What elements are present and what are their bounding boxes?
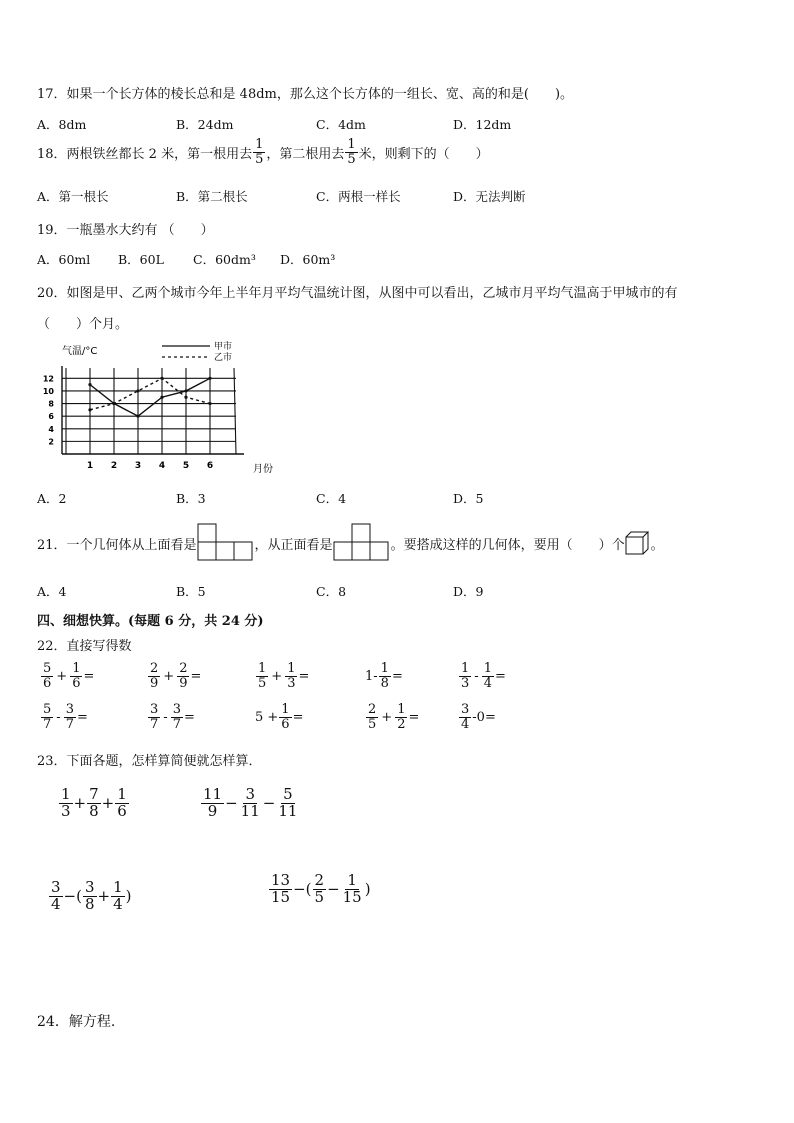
fraction: $\frac{13}{15}$ <box>271 871 291 906</box>
x-tick-label: 1 <box>86 461 94 471</box>
q24-title: 24．解方程. <box>37 1014 116 1030</box>
x-tick-label: 2 <box>110 461 118 471</box>
operator: - <box>474 668 479 684</box>
fraction: $\frac{3}{11}$ <box>240 785 260 820</box>
fraction: $\frac{11}{9}$ <box>203 785 223 820</box>
fraction: $\frac{7}{8}$ <box>89 785 99 820</box>
y-tick-label: 10 <box>42 386 54 396</box>
q20-option-c: C．4 <box>316 491 347 506</box>
q20-stem-line2: （ ）个月。 <box>37 317 129 332</box>
data-point <box>184 396 187 399</box>
fraction: $\frac{1}{6}$ <box>117 785 127 820</box>
data-point <box>160 396 163 399</box>
mental-math-item <box>458 703 496 731</box>
chart-y-ticks <box>43 374 55 446</box>
q21-option-c: C．8 <box>316 584 347 599</box>
q21-option-d: D．9 <box>453 584 484 599</box>
equals: = <box>292 709 304 725</box>
operator: ) <box>125 887 132 906</box>
fraction: $\frac{1}{15}$ <box>342 871 362 906</box>
q19-stem: 19．一瓶墨水大约有 （ ） <box>37 223 214 238</box>
section-4-title: 四、细想快算。(每题 6 分，共 24 分) <box>37 614 264 629</box>
top-view-figure <box>197 523 255 563</box>
q22-title: 22．直接写得数 <box>37 639 132 654</box>
y-tick-label: 8 <box>48 399 54 409</box>
fraction: $\frac{1}{6}$ <box>281 702 290 732</box>
fraction: $\frac{1}{6}$ <box>72 661 81 691</box>
q18-stem-a: 18．两根铁丝都长 2 米，第一根用去 <box>37 146 253 162</box>
legend-label: 乙市 <box>214 353 233 363</box>
y-tick-label: 12 <box>42 374 54 384</box>
data-point <box>136 389 139 392</box>
q18-option-a: A．第一根长 <box>37 189 109 204</box>
equals: = <box>76 709 88 725</box>
operator: −( <box>293 880 312 899</box>
equals: = <box>494 668 506 684</box>
series-line-0 <box>90 378 210 416</box>
q19-option-a: A．60ml <box>37 252 91 267</box>
chart-series <box>88 377 211 418</box>
fraction: $\frac{1}{8}$ <box>380 661 389 691</box>
fraction: $\frac{1}{3}$ <box>287 661 296 691</box>
q18-stem <box>37 138 489 166</box>
fraction: $\frac{3}{7}$ <box>172 702 181 732</box>
mental-math-item <box>255 703 303 731</box>
chart-y-axis-label: 气温/°C <box>62 346 98 357</box>
x-tick-label: 6 <box>206 461 214 471</box>
mental-math-item <box>458 662 506 690</box>
data-point <box>88 408 91 411</box>
operator: + <box>381 709 393 725</box>
chart-legend <box>162 340 232 363</box>
equals: = <box>391 668 403 684</box>
fraction: $\frac{5}{6}$ <box>43 661 52 691</box>
q18-option-b: B．第二根长 <box>176 189 248 204</box>
mental-math-item <box>365 703 419 731</box>
fraction: $\frac{1}{2}$ <box>397 702 406 732</box>
q21-stem-a: 21．一个几何体从上面看是 <box>37 537 197 553</box>
equals: -0= <box>472 709 496 725</box>
y-tick-label: 2 <box>48 437 54 447</box>
q20-stem-line1: 20．如图是甲、乙两个城市今年上半年月平均气温统计图，从图中可以看出，乙城市月平均气温高于甲城市的有 <box>37 286 678 301</box>
y-tick-label: 4 <box>48 424 54 434</box>
q20-option-d: D．5 <box>453 491 484 506</box>
chart-x-ticks <box>87 461 213 471</box>
fraction: $\frac{1}{3}$ <box>61 785 71 820</box>
q20-option-a: A．2 <box>37 491 67 506</box>
q17-option-d: D．12dm <box>453 117 512 132</box>
x-tick-label: 5 <box>182 461 190 471</box>
x-tick-label: 4 <box>158 461 166 471</box>
q19-option-b: B．60L <box>118 252 164 267</box>
equals: = <box>83 668 95 684</box>
operator: + <box>163 668 175 684</box>
fraction: $\frac{2}{5}$ <box>314 871 325 906</box>
data-point <box>208 402 211 405</box>
q19-option-d: D．60m³ <box>280 252 336 267</box>
q18-fraction-1: $\frac{1}{5}$ <box>255 137 264 167</box>
front-view-figure <box>333 523 391 563</box>
q18-option-c: C．两根一样长 <box>316 189 401 204</box>
q18-fraction-2: $\frac{1}{5}$ <box>347 137 356 167</box>
q17-option-c: C．4dm <box>316 117 366 132</box>
fraction: $\frac{3}{4}$ <box>461 702 470 732</box>
q23-expression-2 <box>200 787 300 820</box>
operator: − <box>262 794 276 813</box>
q21-stem-c: 。要搭成这样的几何体，要用（ ）个 <box>390 537 625 553</box>
fraction: $\frac{2}{5}$ <box>368 702 377 732</box>
q23-expression-4 <box>268 873 371 906</box>
mental-math-item <box>365 662 403 690</box>
q17-option-a: A．8dm <box>37 117 87 132</box>
q20-option-b: B．3 <box>176 491 206 506</box>
data-point <box>136 415 139 418</box>
q21-option-b: B．5 <box>176 584 206 599</box>
fraction: $\frac{2}{9}$ <box>179 661 188 691</box>
operator: - <box>56 709 61 725</box>
mental-math-item <box>147 662 201 690</box>
fraction: $\frac{3}{7}$ <box>65 702 74 732</box>
q17-stem: 17．如果一个长方体的棱长总和是 48dm，那么这个长方体的一组长、宽、高的和是( )。 <box>37 87 574 102</box>
q21-stem-b: ，从正面看是 <box>254 537 333 553</box>
equals: = <box>190 668 202 684</box>
q21-option-a: A．4 <box>37 584 67 599</box>
q18-stem-c: 米，则剩下的（ ） <box>358 146 489 162</box>
data-point <box>112 402 115 405</box>
fraction: $\frac{1}{5}$ <box>258 661 267 691</box>
operator: + <box>271 668 283 684</box>
q19-option-c: C．60dm³ <box>193 252 256 267</box>
equals: = <box>298 668 310 684</box>
operator: + <box>56 668 68 684</box>
q23-expression-3 <box>48 880 132 913</box>
fraction: $\frac{3}{4}$ <box>51 878 61 913</box>
operator: + <box>101 794 115 813</box>
data-point <box>160 377 163 380</box>
fraction: $\frac{5}{11}$ <box>278 785 298 820</box>
equals: = <box>408 709 420 725</box>
q18-option-d: D．无法判断 <box>453 189 526 204</box>
mental-math-item <box>40 662 94 690</box>
q23-expression-1 <box>58 787 130 820</box>
operator: + <box>73 794 87 813</box>
operator: + <box>97 887 111 906</box>
fraction: $\frac{1}{3}$ <box>461 661 470 691</box>
y-tick-label: 6 <box>48 412 54 422</box>
data-point <box>88 383 91 386</box>
fraction: $\frac{1}{4}$ <box>113 878 123 913</box>
fraction: $\frac{3}{7}$ <box>150 702 159 732</box>
operator: ) <box>364 880 371 899</box>
mental-math-item <box>147 703 195 731</box>
operator: − <box>327 880 340 899</box>
cube-icon <box>625 531 651 555</box>
q17-option-b: B．24dm <box>176 117 234 132</box>
lead-term: 1- <box>365 668 378 684</box>
temperature-chart <box>40 336 290 476</box>
mental-math-item <box>40 703 88 731</box>
fraction: $\frac{1}{4}$ <box>483 661 492 691</box>
mental-math-item <box>255 662 309 690</box>
legend-label: 甲市 <box>214 342 233 352</box>
chart-x-axis-label: 月份 <box>253 464 273 475</box>
fraction: $\frac{5}{7}$ <box>43 702 52 732</box>
lead-term: 5 + <box>255 709 279 725</box>
data-point <box>184 389 187 392</box>
equals: = <box>183 709 195 725</box>
operator: −( <box>63 887 82 906</box>
operator: - <box>163 709 168 725</box>
q21-stem-d: 。 <box>650 537 664 553</box>
fraction: $\frac{2}{9}$ <box>150 661 159 691</box>
x-tick-label: 3 <box>134 461 142 471</box>
q18-stem-b: ，第二根用去 <box>266 146 345 162</box>
q23-title: 23．下面各题，怎样算简便就怎样算． <box>37 754 262 769</box>
operator: − <box>225 794 238 813</box>
series-line-1 <box>90 378 210 410</box>
fraction: $\frac{3}{8}$ <box>84 878 95 913</box>
q21-stem <box>37 523 664 563</box>
data-point <box>208 377 211 380</box>
